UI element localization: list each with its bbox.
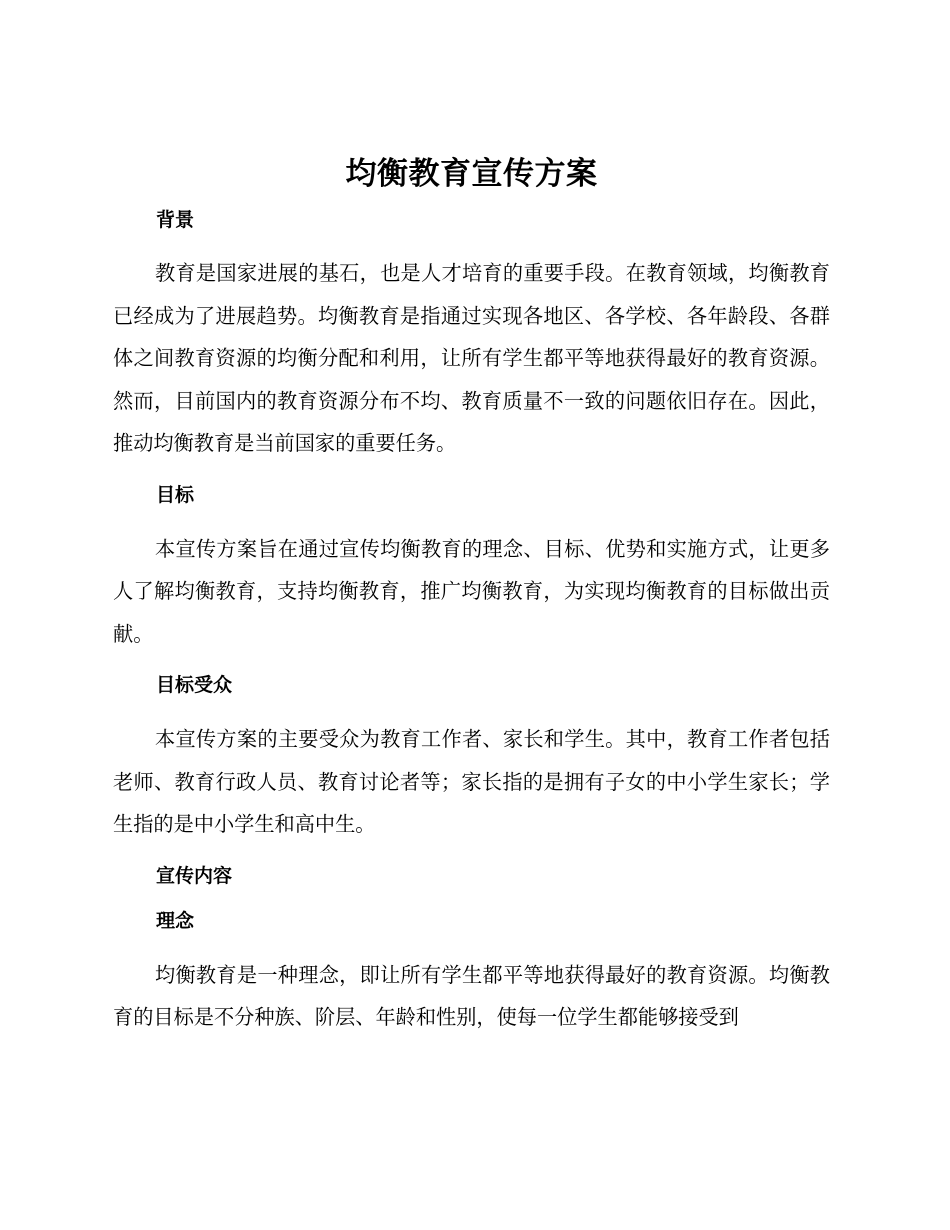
section-paragraph-concept: 均衡教育是一种理念，即让所有学生都平等地获得最好的教育资源。均衡教育的目标是不分种族、阶层、年龄和性别，使每一位学生都能够接受到 <box>113 962 830 1029</box>
section-heading-audience: 目标受众 <box>156 674 233 696</box>
section-heading-background: 背景 <box>156 209 195 231</box>
section-heading-content: 宣传内容 <box>156 864 233 887</box>
section-heading-goal: 目标 <box>156 483 195 506</box>
section-paragraph-background: 教育是国家进展的基石，也是人才培育的重要手段。在教育领域，均衡教育已经成为了进展趋势。均衡教育是指通过实现各地区、各学校、各年龄段、各群体之间教育资源的均衡分配和利用，让所有学生都平等地获得最好的教育资源。然而，目前国内的教育资源分布不均、教育质量不一致的问题依旧存在。因此，推动均衡教育是当前国家的重要任务。 <box>113 261 830 455</box>
document-title: 均衡教育宣传方案 <box>345 156 598 192</box>
document-page <box>113 150 830 1047</box>
section-heading-concept: 理念 <box>156 909 195 932</box>
section-paragraph-audience: 本宣传方案的主要受众为教育工作者、家长和学生。其中，教育工作者包括老师、教育行政人员、教育讨论者等；家长指的是拥有子女的中小学生家长；学生指的是中小学生和高中生。 <box>113 727 830 836</box>
section-paragraph-goal: 本宣传方案旨在通过宣传均衡教育的理念、目标、优势和实施方式，让更多人了解均衡教育，支持均衡教育，推广均衡教育，为实现均衡教育的目标做出贡献。 <box>113 536 830 646</box>
